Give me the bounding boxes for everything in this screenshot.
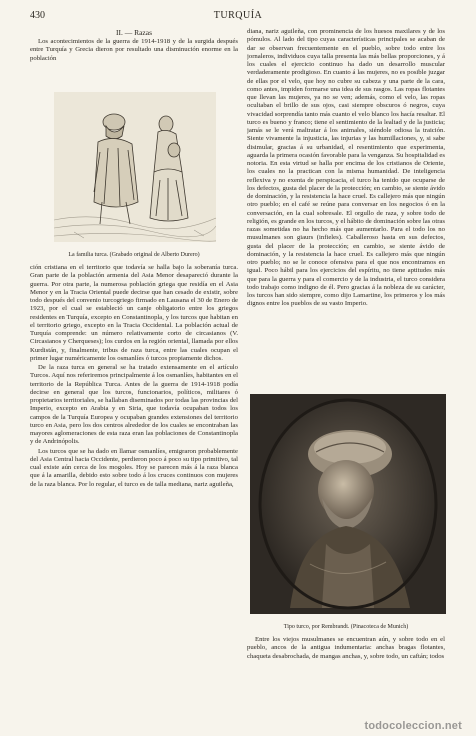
engraving-illustration <box>54 92 216 242</box>
watermark-logo: todocoleccion.net <box>364 720 462 732</box>
page-number: 430 <box>30 10 45 21</box>
engraving-figure <box>54 92 216 242</box>
page-header <box>30 10 446 24</box>
right-column-text <box>247 28 445 386</box>
figure-caption: Tipo turco, por Rembrandt. (Pinacoteca de Munich) <box>283 624 409 630</box>
paragraph: Los turcos que se ha dado en llamar osmanlíes, emigraron probablemente del Asia Central hacia Occidente, perdieron poco á poco su tipo primitivo, tal cual existe aún cerca de los mogoles. Hoy se parecen más á la raza blanca que á la amarilla, debido esto sobre todo á los cruces continuos con mujeres de la raza blanca. Por lo regular, el turco es de talla mediana, nariz aguileña, <box>30 447 238 488</box>
paragraph: diana, nariz aguileña, con prominencia de los huesos maxilares y de los pómulos. Al lado del tipo cuyas características principales se acaban de dar se observan frecuentemente en el pueblo, sobre todo entre los jornaleros, individuos cuya talla presenta las más bellas proporciones, y á los cuales el ejercicio continuo ha dado un desarrollo muscular verdaderamente prodigioso. En cuanto á las mujeres, no es posible juzgar de ellas por el velo, que hoy no cubre su cabeza y una parte de la cara, como antes, impiden formarse una idea de sus rasgos. Las ropas flotantes que llevan las mujeres, ya no se ven; además, como el velo, las ropas ocultaban el brillo de sus ojos, casi siempre obscuros ó negros, cuya vivacidad sorprendía tanto más cuanto el velo blanco los hacía resaltar. El turco es bueno y franco; tiene el sentimiento de la lealtad y de la justicia; jamás se le verá maltratar á los animales, siéndole odiosa la traición. Siente vivamente la injusticia, las injurias y las humillaciones, y, si sabe disimular, gracias á su urbanidad, el resentimiento que experimenta, aguarda la primera ocasión favorable para la venganza. Su hospitalidad es notoria. En esta virtud se halla por encima de los cristianos de Oriente, los cuales no la practican con la misma humanidad. De inteligencia reflexiva y no exenta de perspicacia, el turco ha tenido que ocuparse de los defectos, gusta del placer de la protección; en cambio, se siente ávido de dominación, y la resistencia la hace cruel. Es callejero más que ningún otro pueblo; en el café se reúne para conversar en los negocios ó en la conversación, en la cual sobresale. El orgullo de raza, y sobre todo de religión, es grande en los turcos, y el hábito de dominación sobre las otras razas sometidas no ha hecho más que aumentarlo. Para el todo los no musulmanes son giaurs (infieles). Caballeroso hasta en sus defectos, gusta del placer de la protección; en cambio, se siente ávido de dominación, y la resistencia la hace cruel. Es callejero más que ningún otro pueblo; no se le conoce ofensiva para el que nos encontramos en igual. Poco hábil para los ejercicios del espíritu, no tiene aptitudes más que para la guerra y para el comercio y de la industria, el turco considera todo trabajo como indigno de él. Pero gracias á la nobleza de su carácter, los turcos han sido siempre, como dijo Lamartine, los primeros y los más dignos entre los pueblos de su vasto Imperio. <box>247 28 445 308</box>
portrait-painting <box>250 394 446 614</box>
section-heading: II. — Razas <box>115 28 153 37</box>
paragraph: De la raza turca en general se ha tratado extensamente en el artículo Turcos. Aquí nos referiremos principalmente á los osmanlíes, habitantes en el territorio de la República Turca. Antes de la guerra de 1914-1918 podía decirse en general que los turcos, funcionarios, políticos, militares ó propietarios territoriales, se hallaban diseminados por todas las provincias del Imperio, excepto en Arabia y en Siria, que todavía ocupaban todos los campos de la Turquía Europea y ocupaban grandes extensiones del territorio turco en Asia, pero los dos centros alrededor de los cuales se encontraban las mayores aglomeraciones de esta raza eran las poblaciones de Constantinopla y de Andrinópolis. <box>30 364 238 446</box>
left-column-text <box>30 264 238 680</box>
running-title: TURQUÍA <box>213 10 263 21</box>
paragraph: ción cristiana en el territorio que todavía se halla bajo la soberanía turca. Gran parte de la población armenia del Asia Menor desapareció durante la guerra. Por otra parte, la numerosa población griega que residía en el Asia Menor y en la Tracia Oriental puede decirse que han cesado de existir, sobre todo después del convenio turcogriego firmado en Lausana el 30 de Enero de 1923, por el cual se estableció un canje obligatorio entre los griegos residentes en Turquía, excepto en Constantinopla, y los turcos que habitan en el territorio griego, excepto en la Tracia Occidental. La población actual de Turquía comprende: un número relativamente corto de circasianos (V. Circasianos y Cherqueses); los curdos en la región oriental, llamada por ellos Kurdistán, y, finalmente, tribus de raza turca, entre las cuales ocupan el primer lugar numéricamente los osmanlíes ó turcos propiamente dichos. <box>30 264 238 362</box>
left-column-intro <box>30 38 238 88</box>
paragraph: Los acontecimientos de la guerra de 1914-1918 y de la surgida después entre Turquía y Grecia dieron por resultado una disminución enorme en la población <box>30 38 238 62</box>
right-column-bottom-text <box>247 636 445 682</box>
figure-caption: La familia turca. (Grabado original de Alberto Durero) <box>68 252 200 258</box>
paragraph: Entre los viejos musulmanes se encuentran aún, y sobre todo en el pueblo, ancos de la antigua indumentaria: anchas bragas flotantes, chaqueta desabrochada, de mangas anchas, y, sobre todo, un caftán; todos <box>247 636 445 660</box>
portrait-figure <box>250 394 446 614</box>
